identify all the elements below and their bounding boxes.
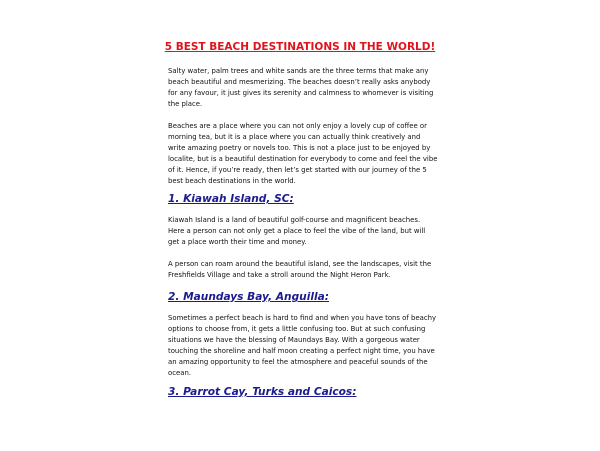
section-heading-kiawah: 1. Kiawah Island, SC:: [168, 193, 294, 205]
section-maundays-paragraph-1: Sometimes a perfect beach is hard to find and when you have tons of beachy options to choose from, it gets a little confusing too. But at such confusing situations we have the blessing of Maundays Bay. With a gorgeous water touching the shoreline and half moon creating a perfect night time, you have an amazing opportunity to feel the atmosphere and peaceful sounds of the ocean.: [168, 314, 437, 377]
page-right-margin: [590, 0, 600, 451]
section-kiawah-paragraph-2: A person can roam around the beautiful island, see the landscapes, visit the Freshfields Village and take a stroll around the Night Heron Park.: [168, 260, 432, 279]
document-title: 5 BEST BEACH DESTINATIONS IN THE WORLD!: [164, 41, 436, 53]
section-kiawah-paragraph-1: Kiawah Island is a land of beautiful golf-course and magnificent beaches. Here a person can not only get a place to feel the vibe of the land, but will get a place worth their time and money.: [168, 216, 426, 246]
section-heading-parrot-cay: 3. Parrot Cay, Turks and Caicos:: [168, 386, 357, 398]
intro-paragraph-1: Salty water, palm trees and white sands are the three terms that make any beach beautiful and mesmerizing. The beaches doesn’t really asks anybody for any favour, it just gives its serenity and calmness to whomever is visiting the place.: [168, 67, 434, 108]
intro-paragraph-2: Beaches are a place where you can not only enjoy a lovely cup of coffee or morning tea, but it is a place where you can actually think creatively and write amazing poetry or novels too. This is not a place just to be enjoyed by localite, but is a beautiful destination for everybody to come and feel the vibe of it. Hence, if you’re ready, then let’s get started with our journey of the 5 best beach destinations in the world.: [168, 122, 438, 185]
section-heading-maundays: 2. Maundays Bay, Anguilla:: [168, 291, 330, 303]
